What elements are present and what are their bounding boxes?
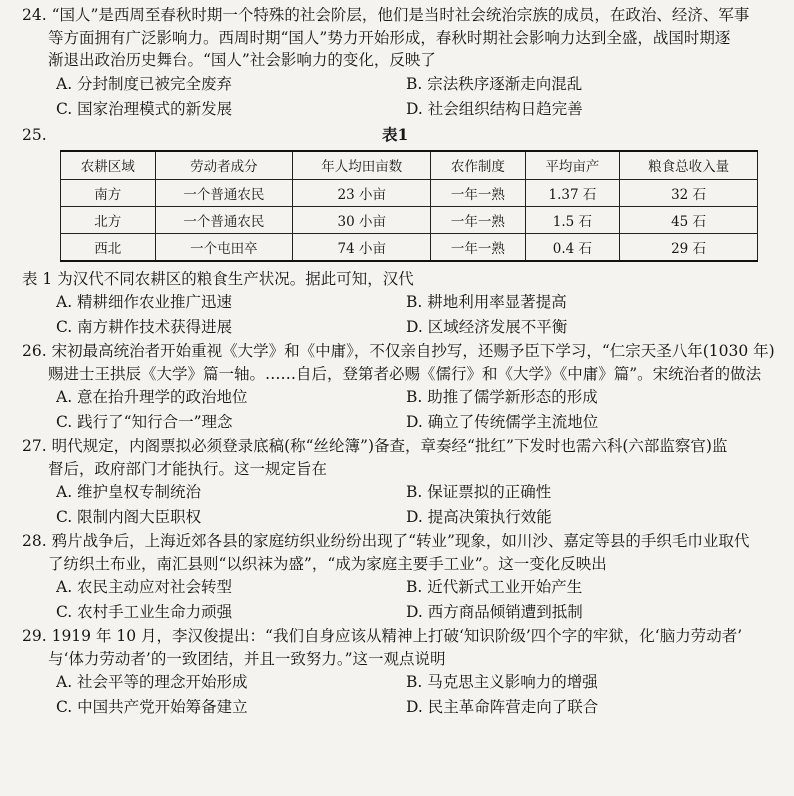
table-cell: 23 小亩: [293, 179, 431, 206]
question-27-option-c[interactable]: C. 限制内阁大臣职权: [56, 508, 202, 526]
question-27: [22, 435, 776, 530]
table-cell: 一个屯田卒: [155, 233, 293, 261]
question-24-options: [22, 72, 776, 122]
table-cell: 1.37 石: [525, 179, 620, 206]
question-25-option-c[interactable]: C. 南方耕作技术获得进展: [56, 318, 233, 336]
table-row: [61, 179, 758, 206]
table-cell: 南方: [61, 179, 156, 206]
table-cell: 北方: [61, 206, 156, 233]
table-cell: 一年一熟: [431, 206, 526, 233]
question-28-line-1: 28. 鸦片战争后，上海近郊各县的家庭纺织业纷纷出现了“转业”现象，如川沙、嘉定等县的手织毛巾业取代: [22, 532, 750, 550]
question-29-line-2: 与‘体力劳动者’的一致团结，并且一致努力。”这一观点说明: [48, 649, 446, 668]
question-26-options: [22, 385, 776, 435]
table-header-cell: 农耕区域: [61, 151, 156, 180]
table-header-row: [61, 151, 758, 180]
table-header-cell: 粮食总收入量: [620, 151, 758, 180]
table-row: [61, 233, 758, 261]
question-27-option-a[interactable]: A. 维护皇权专制统治: [56, 483, 202, 501]
question-28-line-2: 了纺织土布业，南汇县则“以织袜为盛”，“成为家庭主要手工业”。这一变化反映出: [48, 554, 607, 573]
question-25-header: [22, 124, 776, 146]
question-26-line-2: 赐进士王拱辰《大学》篇一轴。……自后，登第者必赐《儒行》和《大学》《中庸》篇”。宋统治者的做法: [48, 364, 762, 383]
question-24-line-2: 等方面拥有广泛影响力。西周时期“国人”势力开始形成，春秋时期社会影响力达到全盛，战国时期逐: [48, 28, 731, 47]
table-row: [61, 206, 758, 233]
question-28: [22, 530, 776, 625]
question-25-option-d[interactable]: D. 区域经济发展不平衡: [406, 318, 568, 336]
question-27-option-d[interactable]: D. 提高决策执行效能: [406, 508, 552, 526]
question-24-option-d[interactable]: D. 社会组织结构日趋完善: [406, 99, 583, 118]
table-header-cell: 劳动者成分: [155, 151, 293, 180]
question-29-options: [22, 670, 776, 720]
question-24-option-a[interactable]: A. 分封制度已被完全废弃: [56, 74, 233, 93]
question-24-line-1: 24. “国人”是西周至春秋时期一个特殊的社会阶层，他们是当时社会统治宗族的成员，在政治、经济、军事: [22, 6, 750, 24]
question-26-option-b[interactable]: B. 助推了儒学新形态的形成: [406, 388, 598, 406]
question-29-option-a[interactable]: A. 社会平等的理念开始形成: [56, 673, 248, 691]
question-27-option-b[interactable]: B. 保证票拟的正确性: [406, 483, 552, 501]
question-29-option-c[interactable]: C. 中国共产党开始筹备建立: [56, 698, 248, 716]
table-cell: 西北: [61, 233, 156, 261]
table-cell: 0.4 石: [525, 233, 620, 261]
table-cell: 一个普通农民: [155, 179, 293, 206]
question-29: [22, 625, 776, 720]
question-27-line-1: 27. 明代规定，内阁票拟必须登录底稿(称“丝纶簿”)备查，章奏经“批红”下发时也需六科(六部监察官)监: [22, 437, 728, 455]
question-26: [22, 340, 776, 435]
question-25-option-a[interactable]: A. 精耕细作农业推广迅速: [56, 293, 233, 311]
question-24-option-c[interactable]: C. 国家治理模式的新发展: [56, 99, 233, 118]
question-29-option-b[interactable]: B. 马克思主义影响力的增强: [406, 673, 598, 691]
question-25-number: 25.: [22, 125, 47, 144]
question-26-option-d[interactable]: D. 确立了传统儒学主流地位: [406, 413, 599, 431]
grain-production-table: [60, 150, 758, 262]
table-cell: 1.5 石: [525, 206, 620, 233]
question-28-option-c[interactable]: C. 农村手工业生命力顽强: [56, 603, 233, 621]
question-25-options: [22, 290, 776, 340]
question-26-option-a[interactable]: A. 意在抬升理学的政治地位: [56, 388, 248, 406]
question-29-option-d[interactable]: D. 民主革命阵营走向了联合: [406, 698, 599, 716]
question-25-stem: 表 1 为汉代不同农耕区的粮食生产状况。据此可知，汉代: [22, 269, 414, 288]
table-cell: 29 石: [620, 233, 758, 261]
question-29-line-1: 29. 1919 年 10 月，李汉俊提出：“我们自身应该从精神上打破‘知识阶级’四个字的牢狱，化‘脑力劳动者’: [22, 627, 743, 645]
table-cell: 一年一熟: [431, 179, 526, 206]
question-28-options: [22, 575, 776, 625]
table-header-cell: 农作制度: [431, 151, 526, 180]
question-27-options: [22, 480, 776, 530]
question-28-option-b[interactable]: B. 近代新式工业开始产生: [406, 578, 583, 596]
question-28-option-d[interactable]: D. 西方商品倾销遭到抵制: [406, 603, 583, 621]
table-cell: 32 石: [620, 179, 758, 206]
question-27-line-2: 督后，政府部门才能执行。这一规定旨在: [48, 459, 328, 478]
question-26-line-1: 26. 宋初最高统治者开始重视《大学》和《中庸》，不仅亲自抄写，还赐予臣下学习，“仁宗天圣八年(1030 年): [22, 342, 775, 360]
question-24: [22, 4, 776, 122]
table-cell: 30 小亩: [293, 206, 431, 233]
table-cell: 一年一熟: [431, 233, 526, 261]
question-25-option-b[interactable]: B. 耕地利用率显著提高: [406, 293, 567, 311]
table-caption: 表1: [382, 124, 409, 144]
table-cell: 74 小亩: [293, 233, 431, 261]
question-26-option-c[interactable]: C. 践行了“知行合一”理念: [56, 413, 233, 431]
table-header-cell: 年人均田亩数: [293, 151, 431, 180]
question-24-line-3: 渐退出政治历史舞台。“国人”社会影响力的变化，反映了: [48, 51, 436, 69]
question-25: [22, 124, 776, 341]
table-header-cell: 平均亩产: [525, 151, 620, 180]
table-cell: 45 石: [620, 206, 758, 233]
question-24-option-b[interactable]: B. 宗法秩序逐渐走向混乱: [406, 74, 583, 93]
table-cell: 一个普通农民: [155, 206, 293, 233]
question-28-option-a[interactable]: A. 农民主动应对社会转型: [56, 578, 233, 596]
